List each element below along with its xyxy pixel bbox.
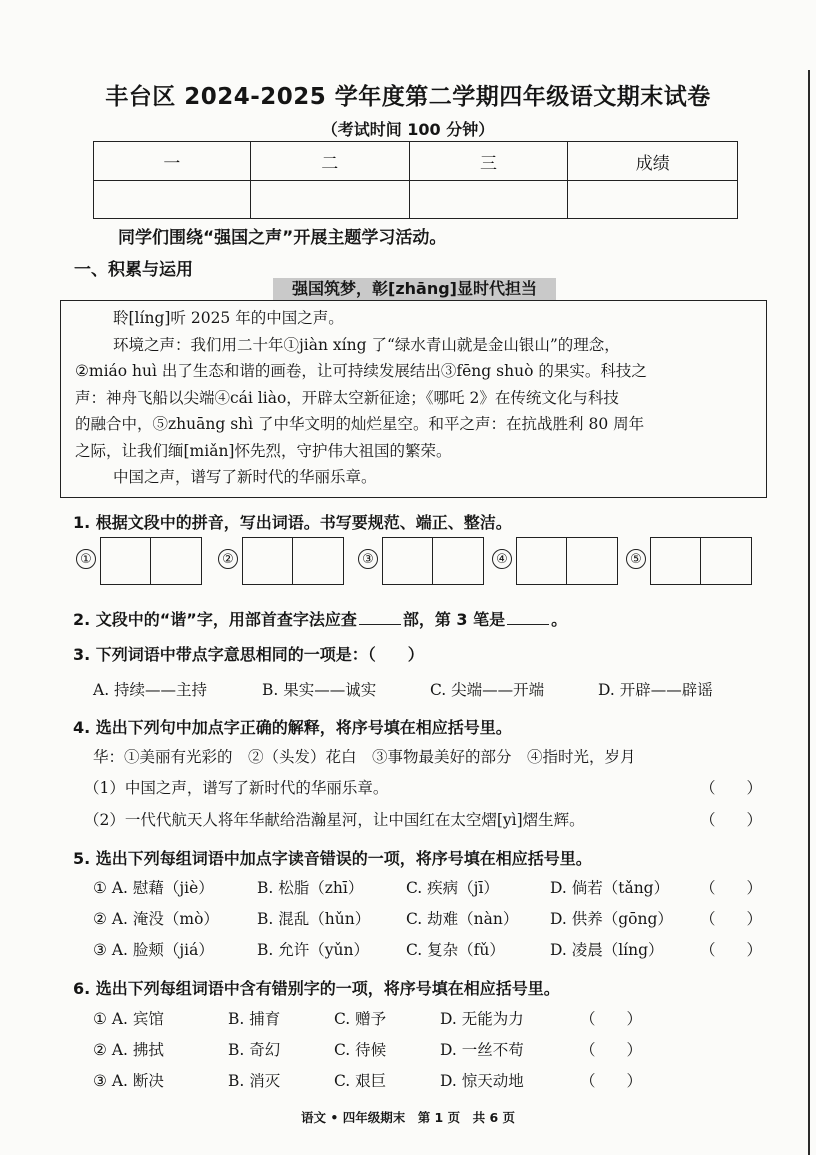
radical-blank[interactable] bbox=[359, 623, 401, 625]
theme-banner: 强国筑梦，彰[zhāng]显时代担当 bbox=[273, 278, 556, 300]
question-2 bbox=[73, 607, 567, 630]
q6-row-2-a: ② A. 拂拭 bbox=[93, 1041, 164, 1059]
exam-title: 丰台区 2024-2025 学年度第二学期四年级语文期末试卷 bbox=[105, 84, 711, 110]
q5-row-2-c: C. 劫难（nàn） bbox=[406, 910, 519, 928]
question-2-text-2: 部，第 3 笔是 bbox=[402, 610, 506, 629]
passage-line: 声：神舟飞船以尖端④cái liào，开辟太空新征途；《哪吒 2》在传统文化与科技 bbox=[75, 388, 619, 407]
answer-label-2: ② bbox=[218, 549, 238, 569]
score-cell-3[interactable] bbox=[409, 181, 568, 219]
q5-row-1-a: ① A. 慰藉（jiè） bbox=[93, 879, 214, 897]
q6-answer-paren-3[interactable]: （ ） bbox=[580, 1072, 643, 1090]
question-2-text: 2. 文段中的“谐”字，用部首查字法应查 bbox=[73, 610, 357, 629]
score-table bbox=[93, 141, 738, 219]
q6-row-3-d: D. 惊天动地 bbox=[440, 1072, 524, 1090]
q6-row-1-a: ① A. 宾馆 bbox=[93, 1010, 164, 1028]
q5-row-3-b: B. 允许（yǔn） bbox=[257, 941, 369, 959]
answer-label-5: ⑤ bbox=[626, 549, 646, 569]
q5-row-2-d: D. 供养（gōng） bbox=[550, 910, 673, 928]
score-header-3: 三 bbox=[409, 142, 568, 181]
question-1-text: 1. 根据文段中的拼音，写出词语。书写要规范、端正、整洁。 bbox=[73, 513, 512, 532]
question-5-text: 5. 选出下列每组词语中加点字读音错误的一项，将序号填在相应括号里。 bbox=[73, 849, 592, 868]
question-4-text: 4. 选出下列句中加点字正确的解释，将序号填在相应括号里。 bbox=[73, 718, 512, 737]
passage-line: 中国之声，谱写了新时代的华丽乐章。 bbox=[113, 468, 377, 486]
answer-box[interactable] bbox=[100, 537, 151, 585]
q5-answer-paren-3[interactable]: （ ） bbox=[700, 941, 763, 959]
answer-box[interactable] bbox=[242, 537, 293, 585]
answer-box[interactable] bbox=[650, 537, 701, 585]
answer-box[interactable] bbox=[701, 537, 752, 585]
q3-option-c: C. 尖端——开端 bbox=[430, 681, 545, 699]
q6-row-1-c: C. 赠予 bbox=[334, 1010, 387, 1028]
passage-line: 聆[líng]听 2025 年的中国之声。 bbox=[113, 309, 344, 327]
q6-row-1-d: D. 无能为力 bbox=[440, 1010, 524, 1028]
q3-option-b: B. 果实——诚实 bbox=[262, 681, 377, 699]
answer-box[interactable] bbox=[151, 537, 202, 585]
q6-row-2-c: C. 待候 bbox=[334, 1041, 387, 1059]
q6-row-2-d: D. 一丝不苟 bbox=[440, 1041, 524, 1059]
q5-row-1-d: D. 倘若（tǎng） bbox=[550, 879, 670, 897]
score-cell-2[interactable] bbox=[250, 181, 409, 219]
section-heading: 一、积累与运用 bbox=[74, 260, 193, 280]
passage-line: 的融合中，⑤zhuāng shì 了中华文明的灿烂星空。和平之声：在抗战胜利 80 周年 bbox=[75, 415, 645, 433]
q4-item-1: （1）中国之声，谱写了新时代的华丽乐章。 bbox=[84, 779, 389, 797]
q6-row-3-c: C. 艰巨 bbox=[334, 1072, 387, 1090]
answer-box[interactable] bbox=[382, 537, 433, 585]
q5-row-3-d: D. 凌晨（líng） bbox=[550, 941, 664, 959]
passage-line: 之际，让我们缅[miǎn]怀先烈，守护伟大祖国的繁荣。 bbox=[75, 441, 452, 460]
passage-line: ②miáo huì 出了生态和谐的画卷，让可持续发展结出③fēng shuò 的果实。科技之 bbox=[75, 362, 647, 380]
score-header-1: 一 bbox=[94, 142, 251, 181]
q4-answer-paren-2[interactable]: （ ） bbox=[700, 811, 763, 829]
answer-box[interactable] bbox=[567, 537, 618, 585]
answer-label-4: ④ bbox=[492, 549, 512, 569]
answer-label-3: ③ bbox=[358, 549, 378, 569]
answer-box[interactable] bbox=[516, 537, 567, 585]
reading-passage bbox=[60, 300, 767, 498]
q5-row-3-a: ③ A. 脸颊（jiá） bbox=[93, 941, 214, 959]
q6-answer-paren-2[interactable]: （ ） bbox=[580, 1041, 643, 1059]
answer-box[interactable] bbox=[433, 537, 484, 585]
q4-answer-paren-1[interactable]: （ ） bbox=[700, 779, 763, 797]
q3-option-d: D. 开辟——辟谣 bbox=[598, 681, 713, 699]
q6-row-3-b: B. 消灭 bbox=[228, 1072, 281, 1090]
q5-answer-paren-2[interactable]: （ ） bbox=[700, 910, 763, 928]
q5-row-1-c: C. 疾病（jī） bbox=[406, 879, 499, 897]
page-edge-line bbox=[808, 70, 810, 1155]
question-6-text: 6. 选出下列每组词语中含有错别字的一项，将序号填在相应括号里。 bbox=[73, 979, 560, 998]
score-header-2: 二 bbox=[250, 142, 409, 181]
q3-option-a: A. 持续——主持 bbox=[93, 681, 208, 699]
score-cell-total[interactable] bbox=[568, 181, 738, 219]
answer-label-1: ① bbox=[76, 549, 96, 569]
passage-line: 环境之声：我们用二十年①jiàn xíng 了“绿水青山就是金山银山”的理念， bbox=[113, 335, 620, 354]
q4-item-2: （2）一代代航天人将年华献给浩瀚星河，让中国红在太空熠[yì]熠生辉。 bbox=[84, 811, 585, 829]
q6-row-2-b: B. 奇幻 bbox=[228, 1041, 281, 1059]
stroke-blank[interactable] bbox=[507, 623, 549, 625]
q4-meanings: 华：①美丽有光彩的 ②（头发）花白 ③事物最美好的部分 ④指时光，岁月 bbox=[93, 748, 636, 766]
page-footer: 语文 • 四年级期末 第 1 页 共 6 页 bbox=[301, 1110, 515, 1125]
q5-row-3-c: C. 复杂（fǔ） bbox=[406, 941, 505, 959]
question-3-text: 3. 下列词语中带点字意思相同的一项是：（ ） bbox=[73, 645, 424, 664]
intro-text: 同学们围绕“强国之声”开展主题学习活动。 bbox=[118, 228, 447, 248]
score-header-total: 成绩 bbox=[568, 142, 738, 181]
q6-row-1-b: B. 捕育 bbox=[228, 1010, 281, 1028]
q5-row-2-b: B. 混乱（hǔn） bbox=[257, 910, 371, 928]
q6-answer-paren-1[interactable]: （ ） bbox=[580, 1010, 643, 1028]
answer-box[interactable] bbox=[293, 537, 344, 585]
q5-row-2-a: ② A. 淹没（mò） bbox=[93, 910, 219, 928]
q5-answer-paren-1[interactable]: （ ） bbox=[700, 879, 763, 897]
exam-duration: （考试时间 100 分钟） bbox=[321, 120, 495, 139]
score-cell-1[interactable] bbox=[94, 181, 251, 219]
question-2-end: 。 bbox=[551, 610, 568, 629]
question-1-answer-row bbox=[76, 537, 766, 585]
q5-row-1-b: B. 松脂（zhī） bbox=[257, 879, 364, 897]
q6-row-3-a: ③ A. 断决 bbox=[93, 1072, 164, 1090]
